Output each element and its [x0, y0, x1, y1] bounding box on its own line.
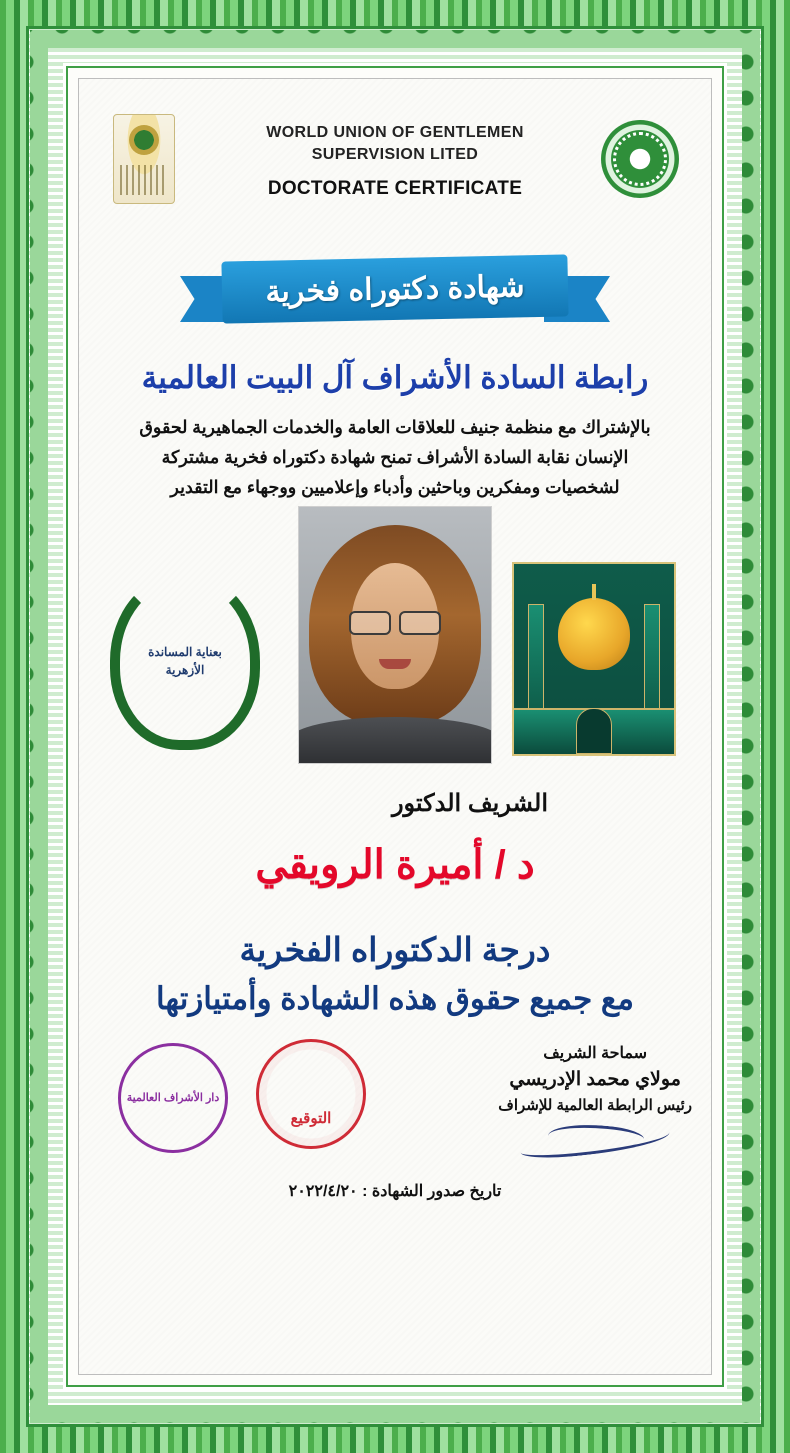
certificate-body-paragraph: [113, 412, 677, 502]
signatory-honorific: سماحة الشريف: [543, 1045, 648, 1062]
signatory-role: رئيس الرابطة العالمية للإشراف: [498, 1097, 692, 1114]
official-red-stamp-icon: [256, 1039, 366, 1149]
ribbon-label: شهادة دكتوراه فخرية: [265, 269, 525, 309]
wreath-text: بعناية المساندة الأزهرية: [148, 645, 222, 677]
signature-block: [498, 1041, 692, 1157]
honoree-portrait-photo: [298, 506, 492, 764]
purple-ink-stamp-icon: [118, 1043, 228, 1153]
honoree-prefix-title: الشريف الدكتور: [391, 790, 548, 817]
handwritten-signature-icon: [512, 1123, 692, 1157]
degree-line-2: مع جميع حقوق هذه الشهادة وأمتيازتها: [155, 981, 635, 1016]
paragraph-line: الإنسان نقابة السادة الأشراف تمنح شهادة دكتوراه فخرية مشتركة: [161, 447, 629, 467]
red-stamp-text: التوقيع: [290, 1110, 332, 1127]
purple-stamp-text: دار الأشراف العالمية: [126, 1092, 220, 1104]
prophets-mosque-artwork-icon: [512, 562, 676, 756]
certificate-header: [92, 114, 698, 244]
degree-line-1: درجة الدكتوراه الفخرية: [239, 931, 551, 968]
paragraph-line: بالإشتراك مع منظمة جنيف للعلاقات العامة والخدمات الجماهيرية لحقوق: [139, 417, 651, 437]
ribbon-body: [221, 254, 568, 323]
issue-date-label: تاريخ صدور الشهادة :: [362, 1183, 502, 1200]
honoree-name: د / أميرة الرويقي: [255, 843, 535, 887]
eyeglasses-icon: [347, 611, 443, 631]
paragraph-line: لشخصيات ومفكرين وباحثين وأدباء وإعلاميين ووجهاء مع التقدير: [170, 477, 620, 497]
header-line-2: SUPERVISION LITED: [311, 146, 479, 163]
issue-date-value: ٢٠٢٢/٤/٢٠: [288, 1183, 358, 1200]
green-circular-seal-icon: [600, 120, 680, 212]
signature-and-stamps-row: [92, 1037, 698, 1207]
organization-title: رابطة السادة الأشراف آل البيت العالمية: [141, 360, 649, 395]
header-line-1: WORLD UNION OF GENTLEMEN: [266, 124, 524, 141]
signatory-name: مولاي محمد الإدريسي: [509, 1069, 681, 1090]
certificate-imagery-row: [92, 506, 698, 836]
laurel-wreath-emblem-icon: [110, 572, 260, 750]
certificate-content: [92, 92, 698, 1361]
issue-date: [92, 1181, 698, 1201]
ribbon-banner: [180, 250, 610, 346]
certificate-type-title: DOCTORATE CERTIFICATE: [267, 178, 523, 199]
